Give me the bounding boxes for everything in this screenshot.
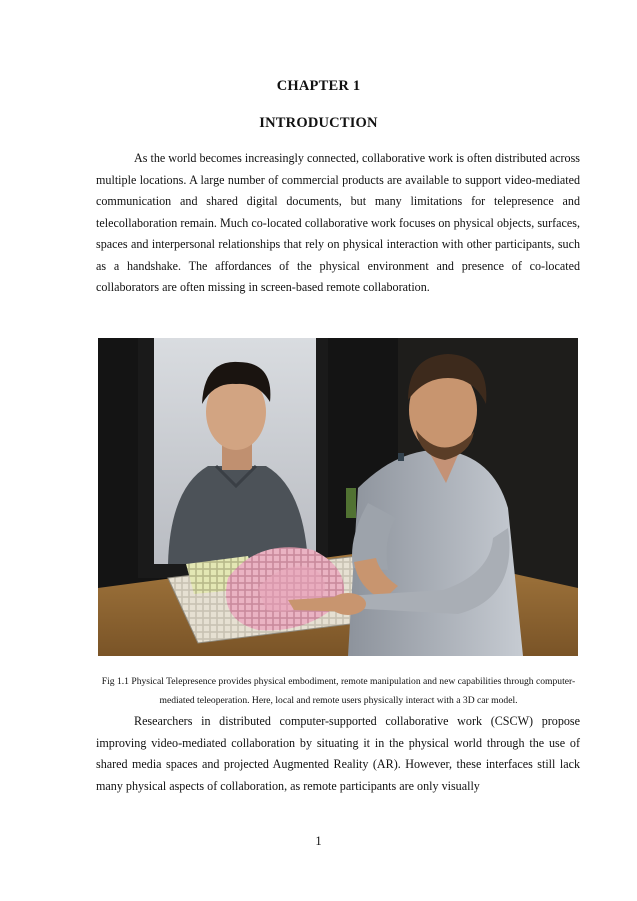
- figure-caption: Fig 1.1 Physical Telepresence provides physical embodiment, remote manipulation and new capabilities through computer-mediated teleoperation. Here, local and remote users physically interact with a 3D car model.: [101, 676, 576, 706]
- intro-paragraph-1: As the world becomes increasingly connected, collaborative work is often distributed across multiple locations. A large number of commercial products are available to support video-mediated communication and shared digital documents, but many limitations for telepresence and telecollaboration remain. Much co-located collaborative work focuses on physical objects, surfaces, spaces and interpersonal relationships that rely on physical interaction with other participants, such as a handshake. The affordances of the physical environment and presence of co-located collaborators are often missing in screen-based remote collaboration.: [96, 151, 580, 294]
- page-number: 1: [315, 834, 322, 848]
- intro-paragraph-2: Researchers in distributed computer-supported collaborative work (CSCW) propose improving video-mediated collaboration by situating it in the physical world through the use of shared media spaces and projected Augmented Reality (AR). However, these interfaces still lack many physical aspects of collaboration, as remote participants are only visually: [96, 714, 580, 793]
- chapter-title: INTRODUCTION: [259, 115, 378, 131]
- telepresence-photo: [98, 338, 578, 656]
- chapter-number: CHAPTER 1: [276, 78, 361, 94]
- telepresence-photo-illustration: [98, 338, 578, 656]
